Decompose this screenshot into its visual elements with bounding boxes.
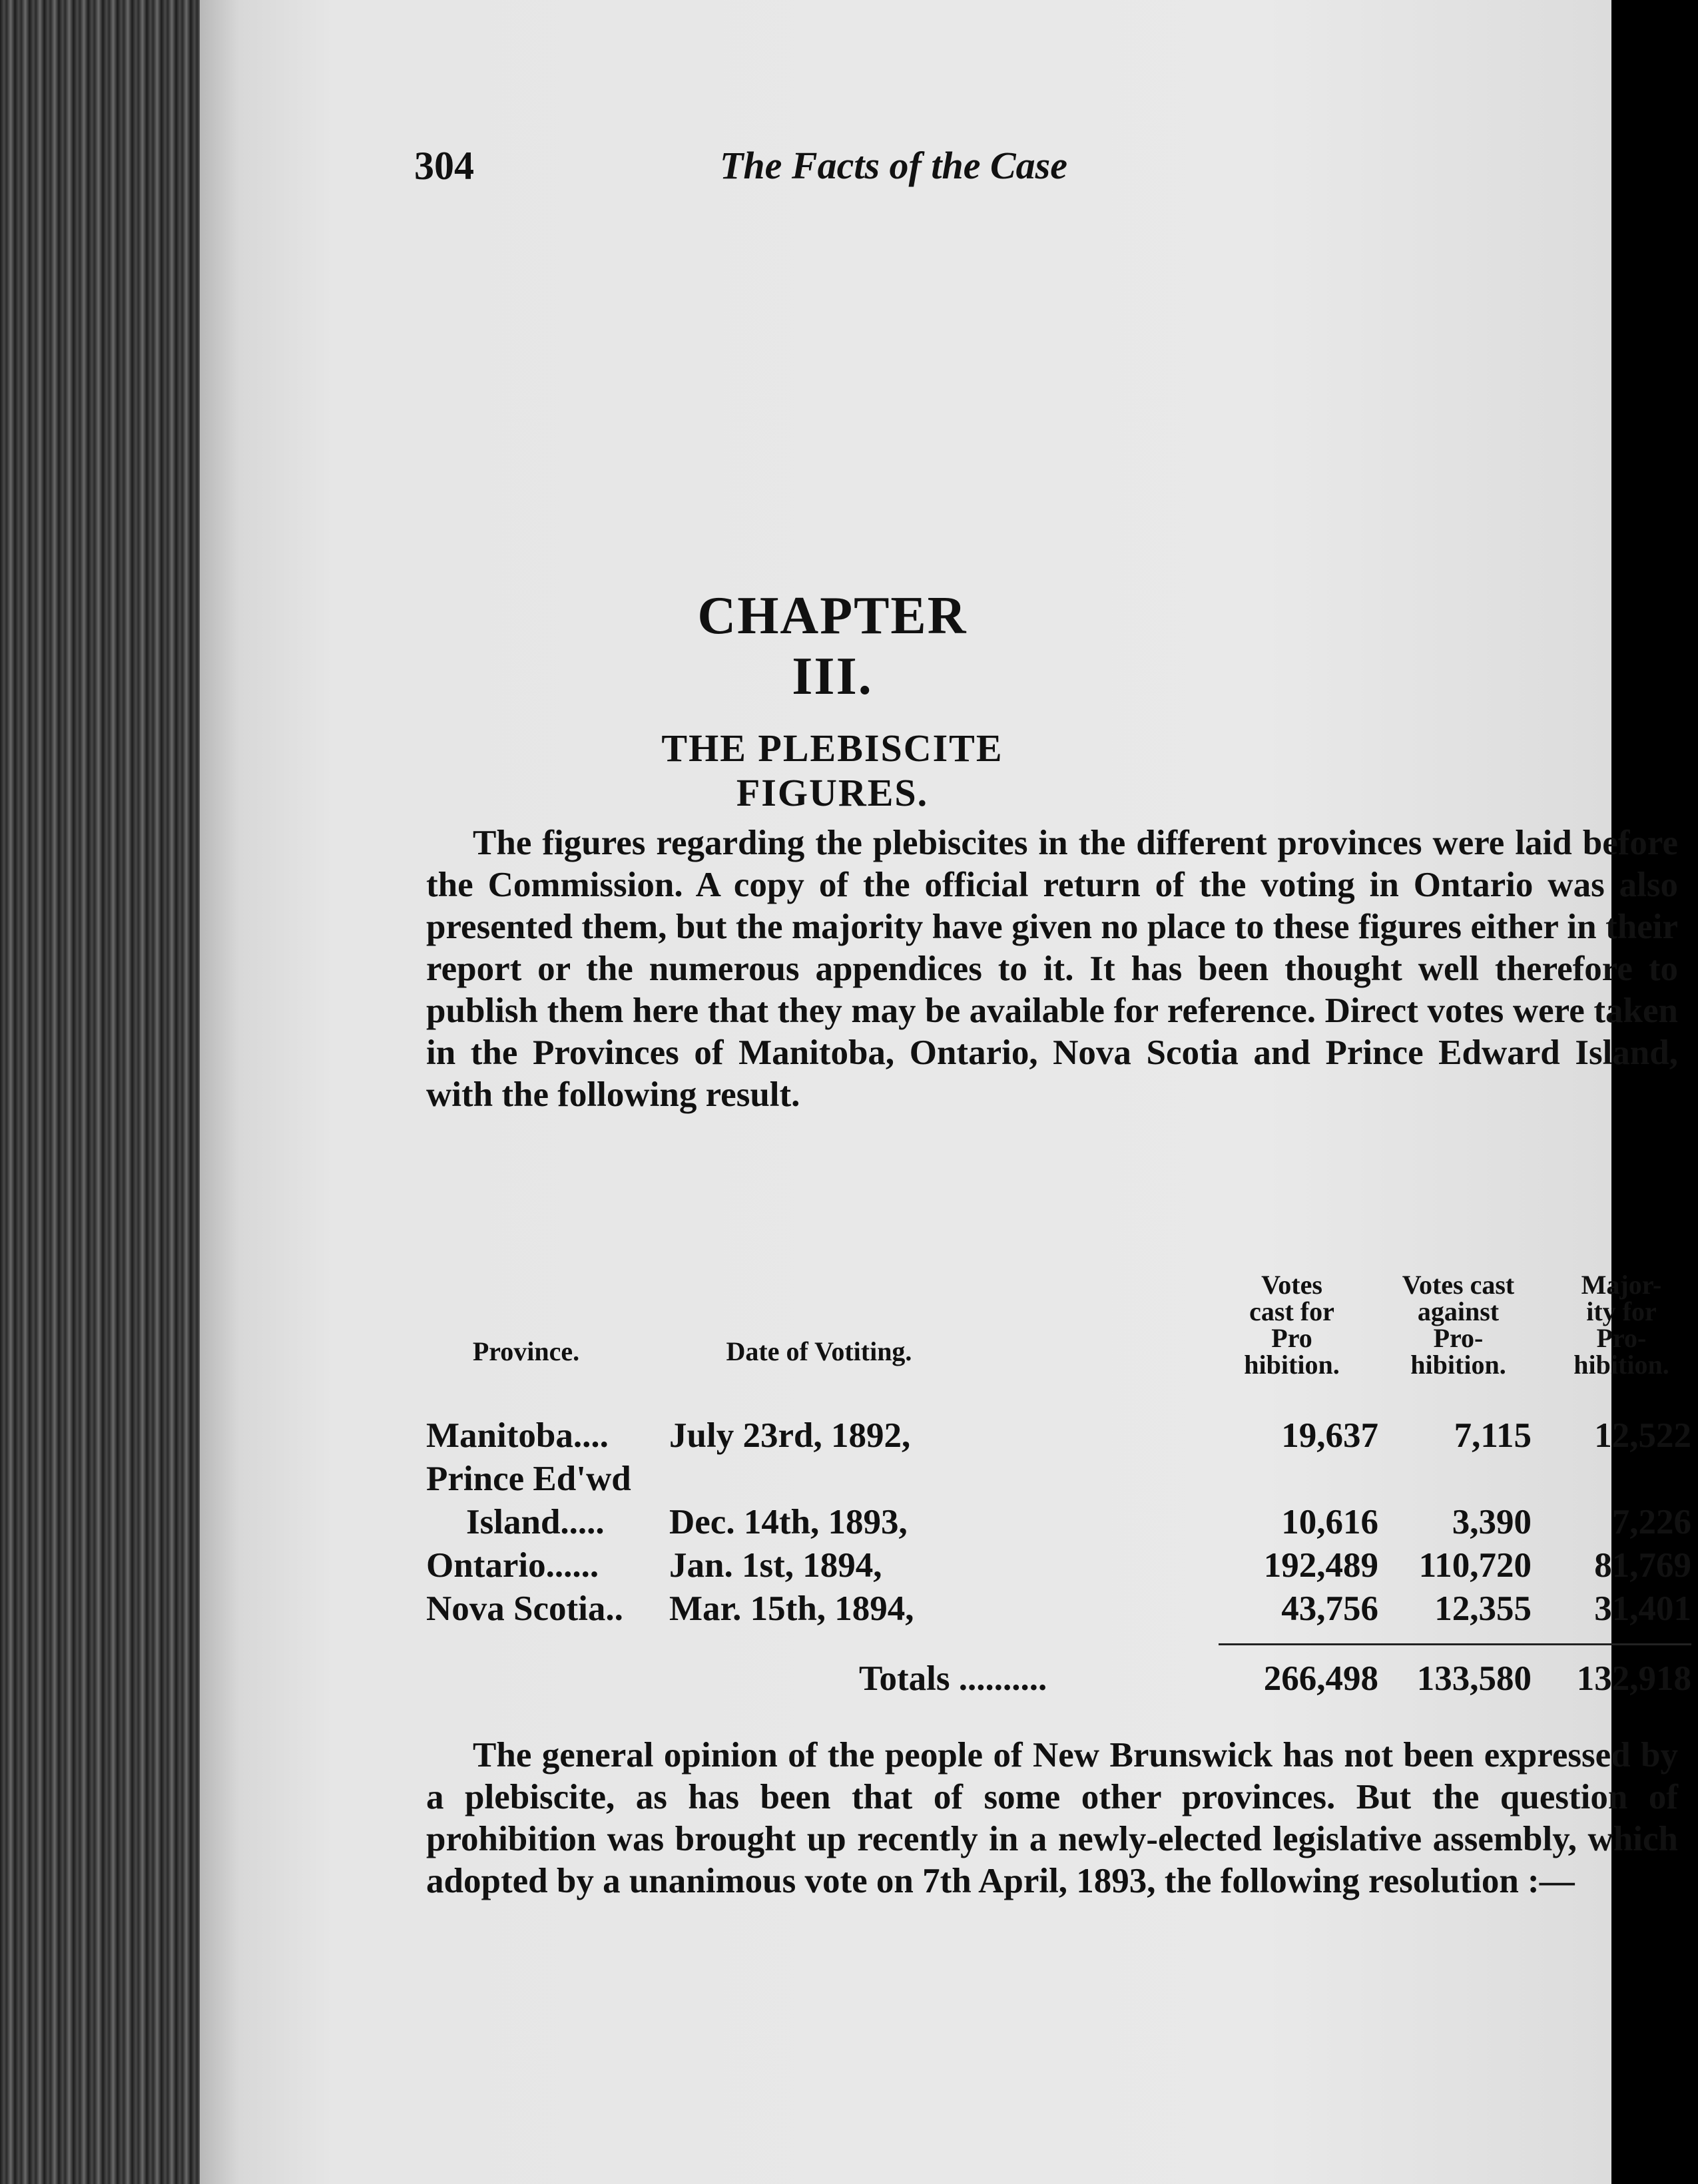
header-province: Province. — [472, 1336, 580, 1366]
intro-paragraph-text: The figures regarding the plebiscites in the different provinces were laid before the Commission. A copy of the official return of the voting in Ontario was also presented them, but the majority have given no place to these figures either in their report or the numerous appendices to it. It has been thought well therefore to publish them here that they may be available for reference. Direct votes were taken in the Provinces of Manitoba, Ontario, Nova Scotia and Prince Edward Island, with the following result. — [426, 824, 1678, 1114]
header-majority — [1545, 1272, 1698, 1378]
row-province: Nova Scotia.. — [426, 1589, 623, 1628]
row-votes-against: 110,720 — [1418, 1546, 1532, 1585]
row-date: Mar. 15th, 1894, — [669, 1589, 914, 1628]
row-votes-for: 19,637 — [1281, 1416, 1378, 1455]
row-date: July 23rd, 1892, — [669, 1416, 911, 1455]
row-majority: 31,401 — [1594, 1589, 1691, 1628]
book-page — [200, 0, 1691, 2184]
row-majority: 12,522 — [1594, 1416, 1691, 1455]
row-date: Dec. 14th, 1893, — [669, 1503, 908, 1541]
row-date: Jan. 1st, 1894, — [669, 1546, 882, 1585]
row-votes-for: 10,616 — [1281, 1503, 1378, 1541]
totals-majority: 132,918 — [1576, 1659, 1691, 1698]
header-votes-against-line: hibition. — [1410, 1350, 1506, 1380]
header-majority-line: Major- — [1581, 1270, 1662, 1300]
row-province: Prince Ed'wd — [426, 1460, 631, 1498]
table-row — [426, 1458, 1691, 1500]
header-votes-against-line: Pro- — [1433, 1323, 1484, 1353]
header-votes-against — [1378, 1272, 1538, 1378]
row-province: Ontario...... — [426, 1546, 599, 1585]
header-votes-for-line: Votes — [1261, 1270, 1322, 1300]
row-province: Manitoba.... — [426, 1416, 609, 1455]
header-date: Date of Votiting. — [726, 1336, 912, 1366]
table-row — [426, 1545, 1691, 1586]
header-votes-for — [1225, 1272, 1358, 1378]
totals-votes-for: 266,498 — [1263, 1659, 1378, 1698]
header-votes-for-line: Pro — [1271, 1323, 1312, 1353]
row-votes-against: 3,390 — [1452, 1503, 1532, 1541]
running-title: The Facts of the Case — [720, 144, 1067, 187]
header-majority-line: ity for — [1586, 1296, 1657, 1326]
running-head — [414, 143, 1373, 196]
totals-rule — [1219, 1643, 1691, 1645]
chapter-subtitle: THE PLEBISCITE FIGURES. — [661, 726, 1003, 814]
page-number: 304 — [414, 144, 474, 188]
table-row — [426, 1588, 1691, 1629]
intro-paragraph — [426, 822, 1678, 1116]
header-votes-against-line: against — [1417, 1296, 1500, 1326]
row-majority: 7,226 — [1611, 1503, 1691, 1541]
header-votes-for-line: cast for — [1249, 1296, 1334, 1326]
totals-label: Totals .......... — [859, 1659, 1047, 1698]
new-brunswick-paragraph-text: The general opinion of the people of New Brunswick has not been expressed by a plebiscite, as has been that of some other provinces. But the question of prohibition was brought up recently in a newly-elected legislative assembly, which adopted by a unanimous vote on 7th April, 1893, the following resolution :— — [426, 1736, 1678, 1900]
header-majority-line: Pro- — [1596, 1323, 1647, 1353]
row-votes-for: 192,489 — [1263, 1546, 1378, 1585]
chapter-heading: CHAPTER III. — [697, 587, 968, 706]
table-row — [426, 1502, 1691, 1543]
totals-row — [426, 1658, 1691, 1699]
row-votes-against: 7,115 — [1454, 1416, 1532, 1455]
row-votes-for: 43,756 — [1281, 1589, 1378, 1628]
header-votes-against-line: Votes cast — [1402, 1270, 1515, 1300]
table-row — [426, 1415, 1691, 1456]
new-brunswick-paragraph — [426, 1735, 1678, 1902]
row-votes-against: 12,355 — [1434, 1589, 1532, 1628]
book-spine-edge — [0, 0, 200, 2184]
header-majority-line: hibition. — [1573, 1350, 1669, 1380]
totals-votes-against: 133,580 — [1416, 1659, 1532, 1698]
row-province: Island..... — [466, 1503, 605, 1541]
row-majority: 81,769 — [1594, 1546, 1691, 1585]
header-votes-for-line: hibition. — [1244, 1350, 1340, 1380]
